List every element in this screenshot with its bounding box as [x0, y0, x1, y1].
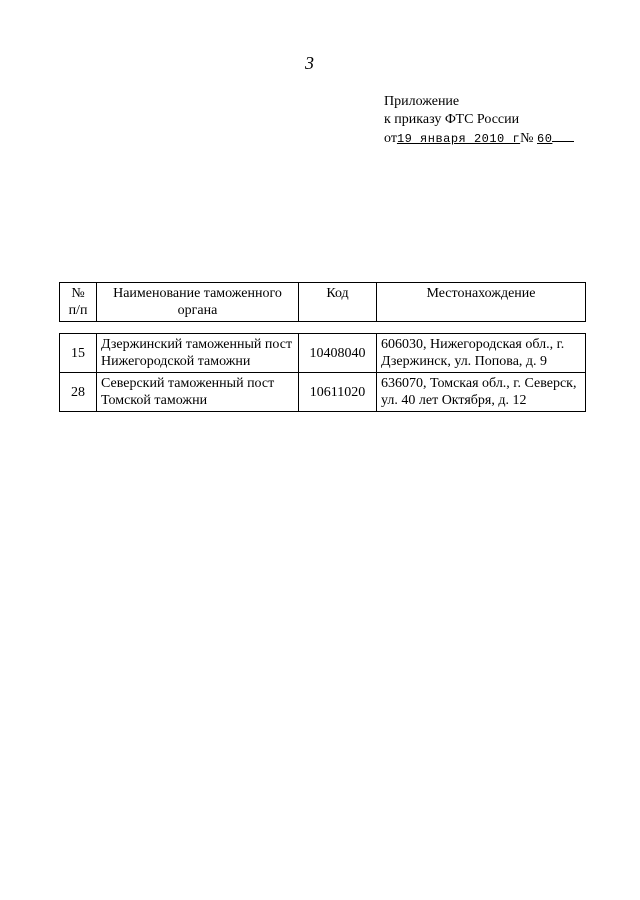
- row-code: 10408040: [299, 334, 377, 373]
- table-row: [60, 334, 586, 373]
- annex-number-underline: [552, 129, 574, 142]
- header-location: Местонахождение: [377, 283, 586, 322]
- annex-from-prefix: от: [384, 131, 397, 146]
- annex-block: [384, 93, 574, 148]
- annex-order-reference: к приказу ФТС России: [384, 112, 520, 127]
- header-name: Наименование таможенного органа: [97, 283, 299, 322]
- page-number: 3: [305, 53, 314, 73]
- row-name: Дзержинский таможенный пост Нижегородской таможни: [97, 334, 299, 373]
- header-num: № п/п: [60, 283, 97, 322]
- annex-number: 60: [537, 132, 553, 146]
- table-row: [60, 373, 586, 412]
- customs-posts-table: [59, 333, 586, 412]
- row-name: Северский таможенный пост Томской таможни: [97, 373, 299, 412]
- table-header-row: [60, 283, 586, 322]
- row-location: 606030, Нижегородская обл., г. Дзержинск, ул. Попова, д. 9: [377, 334, 586, 373]
- row-num: 15: [60, 334, 97, 373]
- header-code: Код: [299, 283, 377, 322]
- annex-number-sign: №: [520, 131, 534, 146]
- row-code: 10611020: [299, 373, 377, 412]
- annex-title: Приложение: [384, 94, 460, 109]
- annex-date-line: [384, 129, 574, 148]
- table-header: [59, 282, 586, 322]
- row-num: 28: [60, 373, 97, 412]
- row-location: 636070, Томская обл., г. Северск, ул. 40 лет Октября, д. 12: [377, 373, 586, 412]
- annex-date: 19 января 2010 г: [396, 132, 521, 146]
